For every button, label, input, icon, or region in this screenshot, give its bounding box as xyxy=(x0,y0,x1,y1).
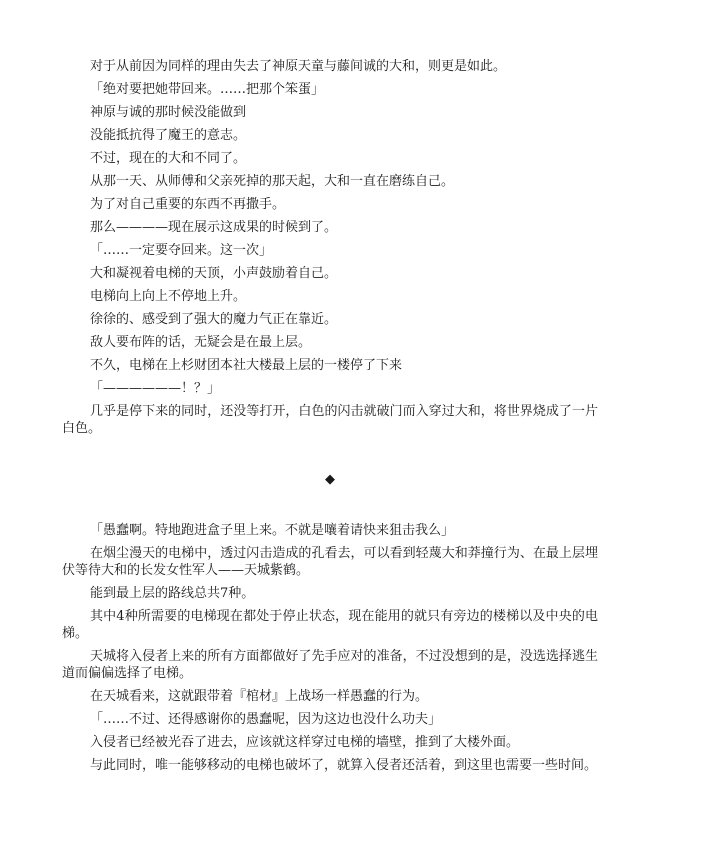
paragraph: 对于从前因为同样的理由失去了神原天童与藤间诚的大和，则更是如此。 xyxy=(90,59,507,74)
paragraph: 几乎是停下来的同时，还没等打开，白色的闪击就破门而入穿过大和，将世界烧成了一片白色。 xyxy=(62,404,598,436)
section-separator-diamond: ◆ xyxy=(325,472,335,487)
paragraph: 天城将入侵者上来的所有方面都做好了先手应对的准备，不过没想到的是，没选选择逃生道而偏偏选择了电梯。 xyxy=(62,649,598,681)
document-page xyxy=(62,58,598,780)
paragraph: 那么————现在展示这成果的时候到了。 xyxy=(90,220,338,235)
paragraph: 在烟尘漫天的电梯中，透过闪击造成的孔看去，可以看到轻蔑大和莽撞行为、在最上层埋伏等待大和的长发女性军人——天城紫鹤。 xyxy=(62,546,598,578)
paragraph: 「……一定要夺回来。这一次」 xyxy=(90,243,273,258)
paragraph: 「愚蠢啊。特地跑进盒子里上来。不就是嚷着请快来狙击我么」 xyxy=(90,523,455,538)
paragraph: 为了对自己重要的东西不再撒手。 xyxy=(90,197,286,212)
paragraph: 没能抵抗得了魔王的意志。 xyxy=(90,128,247,143)
paragraph: 从那一天、从师傅和父亲死掉的那天起，大和一直在磨练自己。 xyxy=(90,174,455,189)
paragraph: 入侵者已经被光吞了进去，应该就这样穿过电梯的墙壁，推到了大楼外面。 xyxy=(90,735,520,750)
paragraph: 「——————！？」 xyxy=(90,381,221,396)
paragraph: 「……不过、还得感谢你的愚蠢呢，因为这边也没什么功夫」 xyxy=(90,712,442,727)
paragraph: 电梯向上向上不停地上升。 xyxy=(90,289,247,304)
section-2 xyxy=(62,522,598,774)
paragraph: 其中4种所需要的电梯现在都处于停止状态，现在能用的就只有旁边的楼梯以及中央的电梯。 xyxy=(62,609,598,641)
paragraph: 神原与诚的那时候没能做到 xyxy=(90,105,247,120)
paragraph: 与此同时，唯一能够移动的电梯也破坏了，就算入侵者还活着，到这里也需要一些时间。 xyxy=(90,758,598,773)
paragraph: 「绝对要把她带回来。……把那个笨蛋」 xyxy=(90,82,325,97)
section-1 xyxy=(62,58,598,437)
paragraph: 在天城看来，这就跟带着『棺材』上战场一样愚蠢的行为。 xyxy=(90,689,429,704)
paragraph: 能到最上层的路线总共7种。 xyxy=(90,586,255,601)
paragraph: 敌人要布阵的话，无疑会是在最上层。 xyxy=(90,335,312,350)
paragraph: 不过，现在的大和不同了。 xyxy=(90,151,247,166)
paragraph: 徐徐的、感受到了强大的魔力气正在靠近。 xyxy=(90,312,338,327)
paragraph: 大和凝视着电梯的天顶，小声鼓励着自己。 xyxy=(90,266,338,281)
paragraph: 不久，电梯在上杉财团本社大楼最上层的一楼停了下来 xyxy=(90,358,403,373)
